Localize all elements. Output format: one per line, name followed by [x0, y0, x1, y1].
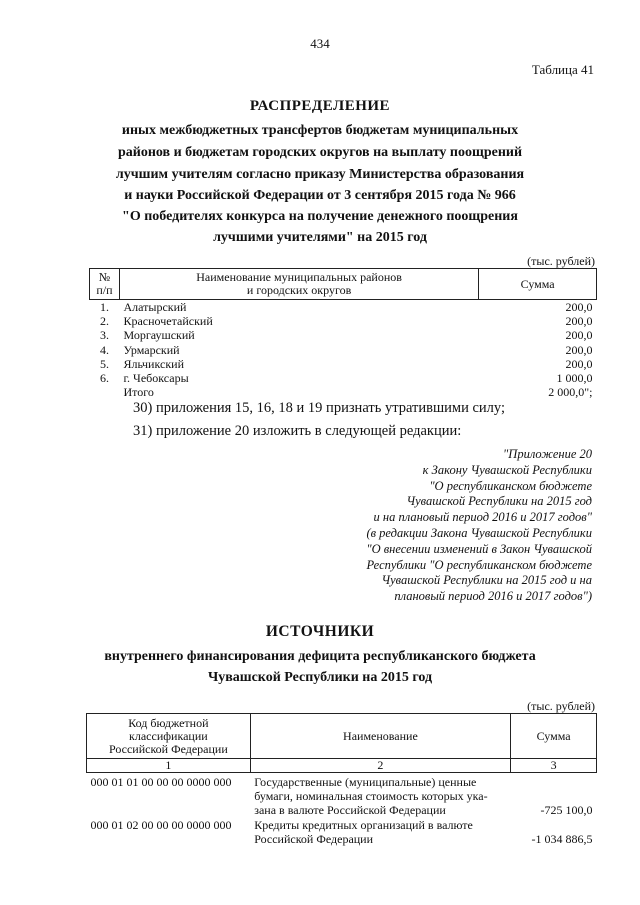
header-name-line: Наименование муниципальных районов [196, 270, 402, 284]
appendix-line: Республики "О республиканском бюджете [366, 557, 592, 572]
header-code-line: Код бюджетной [128, 715, 209, 730]
distribution-table [89, 268, 597, 399]
row-number: 6. [99, 371, 109, 386]
appendix-line: к Закону Чувашской Республики [422, 462, 592, 477]
row-number [90, 385, 120, 399]
distribution-subtitle-line: и науки Российской Федерации от 3 сентября 2015 года № 966 [124, 188, 516, 203]
appendix-line: Чувашской Республики на 2015 год и на [381, 573, 592, 588]
units-label: (тыс. рублей) [527, 254, 595, 268]
appendix-line: и на плановый период 2016 и 2017 годов" [373, 510, 592, 525]
header-name-line: и городских округов [246, 283, 352, 297]
appendix-line: (в редакции Закона Чувашской Республики [366, 525, 592, 540]
row-sum: 2 000,0"; [548, 385, 593, 400]
header-code [87, 714, 251, 759]
appendix-line: "О республиканском бюджете [429, 478, 592, 493]
row-name: Моргаушский [123, 328, 195, 343]
row-sum: 200,0 [565, 300, 593, 314]
row-name: г. Чебоксары [123, 371, 189, 386]
row-name-line: Российской Федерации [254, 831, 374, 846]
table-row [90, 300, 597, 315]
row-name: Урмарский [123, 342, 180, 357]
row-number: 4. [99, 342, 109, 357]
column-number: 2 [250, 759, 510, 773]
row-number: 5. [99, 356, 109, 371]
row-sum: 200,0 [565, 328, 593, 343]
table-label: Таблица 41 [531, 62, 594, 77]
header-number-line: № [98, 270, 111, 284]
distribution-subtitle-line: районов и бюджетам городских округов на выплату поощрений [117, 145, 523, 160]
header-name [119, 269, 478, 300]
paragraph-31: 31) приложение 20 изложить в следующей редакции: [133, 423, 462, 439]
header-number-line: п/п [96, 283, 113, 297]
row-name-line: бумаги, номинальная стоимость которых ука- [254, 789, 488, 804]
row-sum: -1 034 886,5 [531, 831, 593, 846]
table-row [87, 773, 597, 818]
row-code: 000 01 02 00 00 00 0000 000 [90, 817, 232, 832]
table-row [87, 818, 597, 846]
row-name-line: зана в валюте Российской Федерации [254, 803, 446, 818]
appendix-line: "Приложение 20 [503, 447, 592, 461]
header-name: Наименование [250, 714, 510, 759]
paragraph-30: 30) приложения 15, 16, 18 и 19 признать утратившими силу; [133, 400, 505, 416]
row-name: Итого [123, 385, 154, 400]
distribution-subtitle-line: иных межбюджетных трансфертов бюджетам муниципальных [121, 123, 519, 138]
appendix-line: плановый период 2016 и 2017 годов") [394, 589, 592, 604]
row-name: Алатырский [123, 300, 187, 314]
column-number: 3 [511, 759, 597, 773]
row-number: 3. [99, 328, 109, 343]
row-name-line: Государственные (муниципальные) ценные [254, 775, 477, 789]
row-sum: 200,0 [565, 314, 593, 329]
row-name: Красночетайский [123, 314, 213, 329]
row-sum: 1 000,0 [556, 371, 593, 386]
table-row [90, 371, 597, 385]
sources-table [86, 713, 597, 846]
row-sum: -725 100,0 [540, 803, 593, 818]
header-number [90, 269, 120, 300]
sources-subtitle-line: внутреннего финансирования дефицита республиканского бюджета [104, 649, 536, 664]
distribution-title: РАСПРЕДЕЛЕНИЕ [249, 98, 391, 114]
row-name [250, 818, 510, 846]
table-header-row [87, 714, 597, 759]
row-code: 000 01 01 00 00 00 0000 000 [90, 775, 232, 789]
table-row [90, 357, 597, 371]
page-number: 434 [310, 36, 330, 51]
column-number-row [87, 759, 597, 773]
appendix-line: "О внесении изменений в Закон Чувашской [366, 541, 592, 556]
row-name: Яльчикский [123, 356, 185, 371]
appendix-line: Чувашской Республики на 2015 год [406, 494, 592, 509]
row-name [250, 773, 510, 818]
distribution-subtitle-line: лучшим учителям согласно приказу Министерства образования [115, 167, 525, 182]
header-code-line: Российской Федерации [108, 741, 228, 756]
row-number: 2. [99, 314, 109, 329]
column-number: 1 [87, 759, 251, 773]
header-code-line: классификации [129, 728, 208, 743]
sources-title: ИСТОЧНИКИ [265, 623, 375, 640]
header-sum: Сумма [511, 714, 597, 759]
sources-subtitle-line: Чувашской Республики на 2015 год [207, 670, 433, 685]
table-header-row [90, 269, 597, 300]
table-row [90, 343, 597, 357]
row-name-line: Кредиты кредитных организаций в валюте [254, 817, 473, 832]
units-label: (тыс. рублей) [527, 699, 595, 713]
distribution-subtitle-line: лучшими учителями" на 2015 год [213, 230, 427, 245]
row-sum: 200,0 [565, 356, 593, 371]
row-sum: 200,0 [565, 342, 593, 357]
table-row [90, 328, 597, 342]
total-row [90, 385, 597, 399]
appendix-caption [330, 447, 592, 605]
row-number: 1. [99, 300, 109, 314]
distribution-subtitle-line: "О победителях конкурса на получение денежного поощрения [122, 209, 518, 224]
header-sum: Сумма [479, 269, 597, 300]
table-row [90, 314, 597, 328]
